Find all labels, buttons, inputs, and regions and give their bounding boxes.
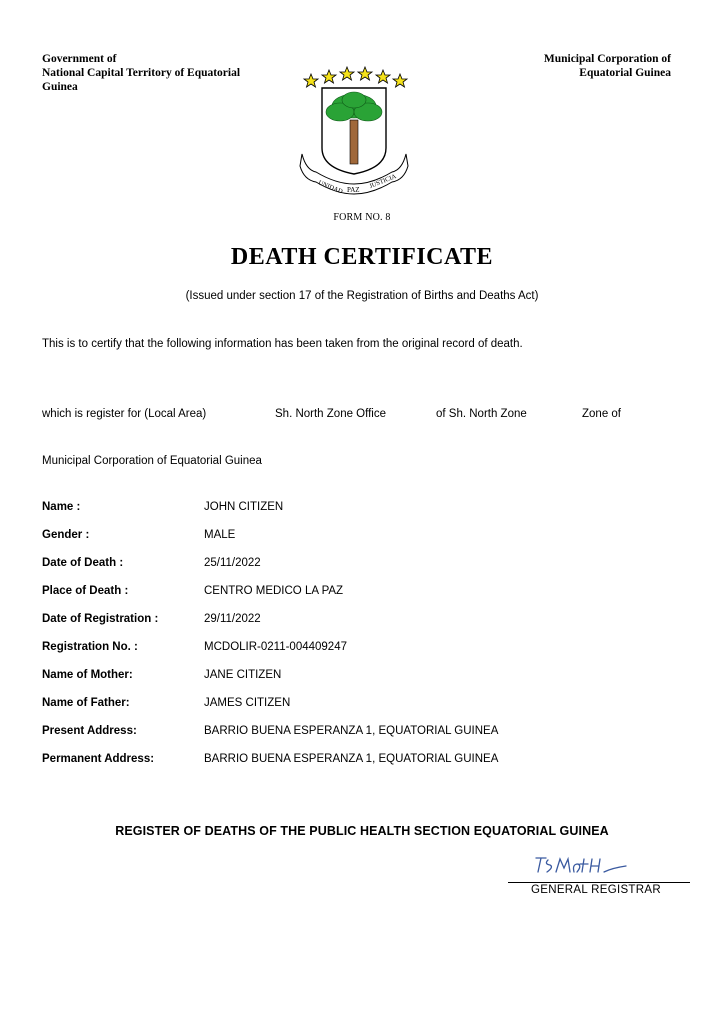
field-label-permanent-address: Permanent Address: [42, 753, 155, 765]
registrar-title: GENERAL REGISTRAR [531, 884, 661, 896]
field-label-name: Name : [42, 501, 81, 513]
registrar-signature [530, 852, 640, 878]
field-value-present-address: BARRIO BUENA ESPERANZA 1, EQUATORIAL GUINEA [204, 725, 499, 737]
star-icon [376, 70, 390, 83]
star-icon [340, 67, 354, 80]
star-icon [393, 74, 407, 87]
emblem-tree-trunk [350, 120, 358, 164]
field-value-permanent-address: BARRIO BUENA ESPERANZA 1, EQUATORIAL GUINEA [204, 753, 499, 765]
issuing-government-line: Guinea [42, 81, 78, 93]
local-area-zone-of: Zone of [582, 408, 621, 420]
motto-right: JUSTICIA [368, 173, 398, 191]
field-label-name-of-father: Name of Father: [42, 697, 130, 709]
star-icon [322, 70, 336, 83]
star-icon [358, 67, 372, 80]
certify-statement: This is to certify that the following information has been taken from the original record of death. [42, 338, 523, 350]
field-value-registration-no: MCDOLIR-0211-004409247 [204, 641, 347, 653]
field-label-present-address: Present Address: [42, 725, 137, 737]
signature-line [508, 882, 690, 883]
field-label-registration-no: Registration No. : [42, 641, 138, 653]
field-value-name-of-father: JAMES CITIZEN [204, 697, 291, 709]
municipal-corporation-line: Municipal Corporation of Equatorial Guinea [42, 455, 262, 467]
register-title: REGISTER OF DEATHS OF THE PUBLIC HEALTH SECTION EQUATORIAL GUINEA [115, 824, 609, 838]
issuing-corporation-line: Municipal Corporation of [543, 53, 671, 65]
field-value-name: JOHN CITIZEN [204, 501, 284, 513]
issued-under-note: (Issued under section 17 of the Registration of Births and Deaths Act) [185, 290, 539, 302]
form-number: FORM NO. 8 [333, 212, 391, 223]
field-label-date-of-registration: Date of Registration : [42, 613, 159, 625]
field-label-gender: Gender : [42, 529, 90, 541]
issuing-corporation-line: Equatorial Guinea [579, 67, 671, 79]
star-icon [304, 74, 318, 87]
issuing-government [42, 52, 282, 94]
motto-center: PAZ [347, 186, 360, 194]
field-label-name-of-mother: Name of Mother: [42, 669, 133, 681]
local-area-office: Sh. North Zone Office [275, 408, 387, 420]
emblem-stars [304, 67, 407, 87]
motto-left: UNIDAD [317, 179, 344, 196]
issuing-government-line: National Capital Territory of Equatorial [42, 67, 241, 79]
field-value-place-of-death: CENTRO MEDICO LA PAZ [204, 585, 344, 597]
field-value-date-of-death: 25/11/2022 [204, 557, 261, 569]
field-value-date-of-registration: 29/11/2022 [204, 613, 261, 625]
field-label-date-of-death: Date of Death : [42, 557, 124, 569]
issuing-government-line: Government of [42, 53, 117, 65]
field-value-name-of-mother: JANE CITIZEN [204, 669, 282, 681]
local-area-prefix: which is register for (Local Area) [42, 408, 207, 420]
field-label-place-of-death: Place of Death : [42, 585, 129, 597]
local-area-zone: of Sh. North Zone [436, 408, 527, 420]
field-value-gender: MALE [204, 529, 236, 541]
issuing-corporation [431, 52, 671, 80]
coat-of-arms-emblem [296, 62, 412, 200]
page-title: DEATH CERTIFICATE [230, 244, 494, 270]
